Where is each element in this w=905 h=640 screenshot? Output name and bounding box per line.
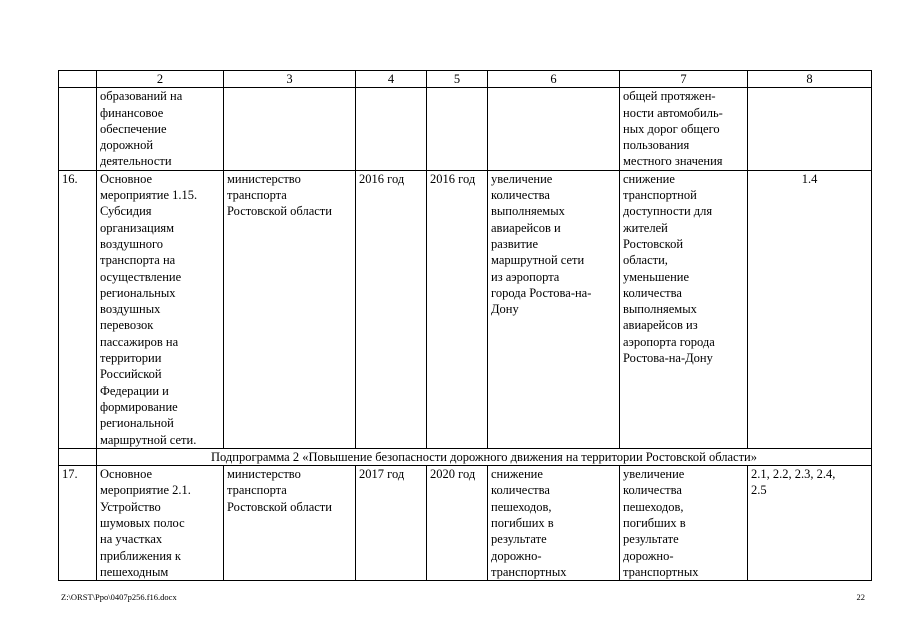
expected-result-cell: снижение количества пешеходов, погибших в результате дорожно- транспортных: [488, 466, 620, 581]
executor-cell: министерство транспорта Ростовской области: [224, 170, 356, 448]
subprogram-title: Подпрограмма 2 «Повышение безопасности дорожного движения на территории Ростовской области»: [97, 448, 872, 465]
row-number: 16.: [59, 170, 97, 448]
measure-name-cell: образований на финансовое обеспечение дорожной деятельности: [97, 88, 224, 170]
consequences-cell: снижение транспортной доступности для жителей Ростовской области, уменьшение количества выполняемых авиарейсов из аэропорта города Ростова-на-Дону: [620, 170, 748, 448]
header-cell-2: 2: [97, 71, 224, 88]
row-number: [59, 88, 97, 170]
header-cell-5: 5: [427, 71, 488, 88]
header-cell-8: 8: [748, 71, 872, 88]
end-year-cell: 2020 год: [427, 466, 488, 581]
consequences-cell: общей протяжен- ности автомобиль- ных дорог общего пользования местного значения: [620, 88, 748, 170]
table-row-16: [59, 170, 872, 448]
subprogram-blank-cell: [59, 448, 97, 465]
measures-table: [58, 70, 872, 581]
column-number-header-row: [59, 71, 872, 88]
measure-name-cell: Основное мероприятие 1.15. Субсидия организациям воздушного транспорта на осуществление региональных воздушных перевозок пассажиров на территории Российской Федерации и формирование региональной маршрутной сети.: [97, 170, 224, 448]
table-row-continuation: [59, 88, 872, 170]
start-year-cell: 2017 год: [356, 466, 427, 581]
expected-result-cell: увеличение количества выполняемых авиарейсов и развитие маршрутной сети из аэропорта города Ростова-на- Дону: [488, 170, 620, 448]
expected-result-cell: [488, 88, 620, 170]
executor-cell: [224, 88, 356, 170]
measure-name-cell: Основное мероприятие 2.1. Устройство шумовых полос на участках приближения к пешеходным: [97, 466, 224, 581]
indicator-link-cell: 2.1, 2.2, 2.3, 2.4, 2.5: [748, 466, 872, 581]
header-cell-3: 3: [224, 71, 356, 88]
consequences-cell: увеличение количества пешеходов, погибших в результате дорожно- транспортных: [620, 466, 748, 581]
table-row-17: [59, 466, 872, 581]
end-year-cell: 2016 год: [427, 170, 488, 448]
row-number: 17.: [59, 466, 97, 581]
indicator-link-cell: [748, 88, 872, 170]
subprogram-row: [59, 448, 872, 465]
header-cell-1: [59, 71, 97, 88]
start-year-cell: 2016 год: [356, 170, 427, 448]
executor-cell: министерство транспорта Ростовской области: [224, 466, 356, 581]
end-year-cell: [427, 88, 488, 170]
indicator-link-cell: 1.4: [748, 170, 872, 448]
file-path-footer: Z:\ORST\Ppo\0407p256.f16.docx: [61, 592, 177, 602]
header-cell-6: 6: [488, 71, 620, 88]
page-number: 22: [856, 592, 865, 602]
header-cell-7: 7: [620, 71, 748, 88]
start-year-cell: [356, 88, 427, 170]
header-cell-4: 4: [356, 71, 427, 88]
